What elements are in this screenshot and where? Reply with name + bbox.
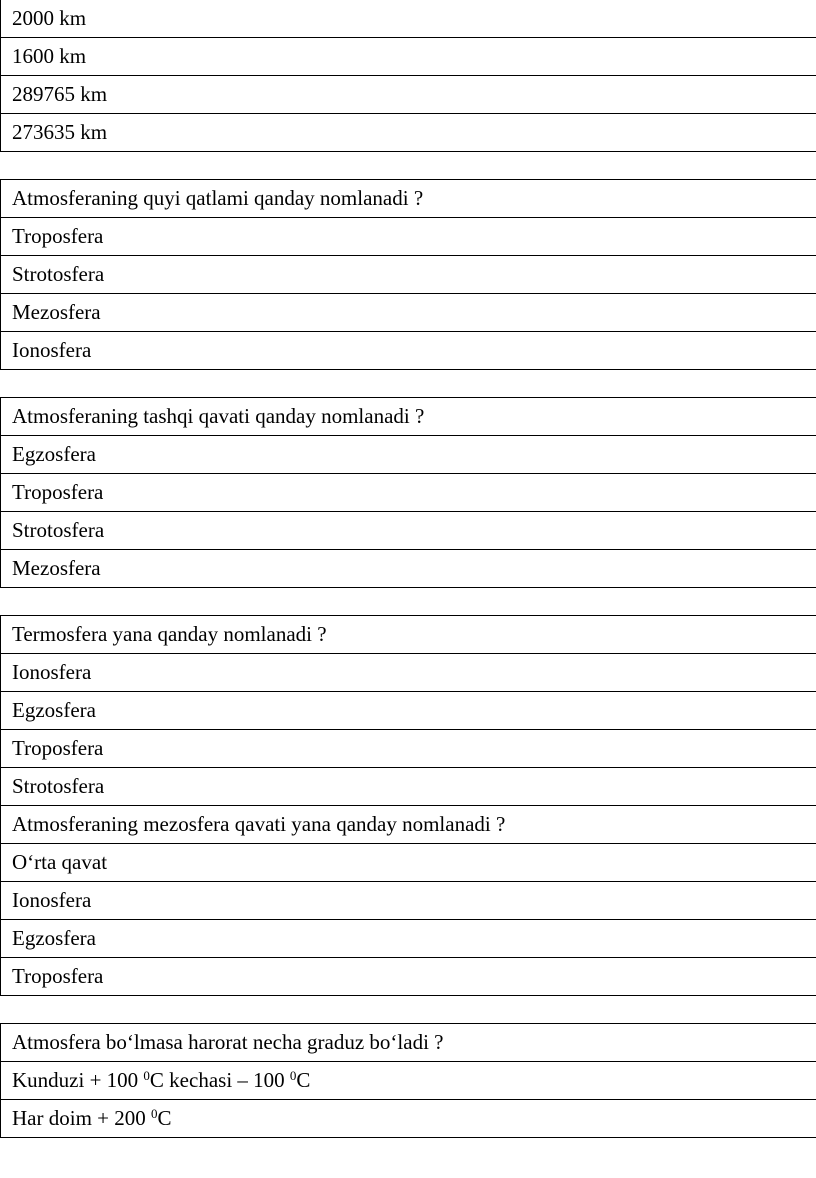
table-row bbox=[1, 512, 816, 550]
answer-cell bbox=[1, 1062, 816, 1100]
answer-cell: Troposfera bbox=[1, 730, 816, 768]
answer-text: Kunduzi + 100 bbox=[12, 1068, 144, 1092]
answer-cell: Troposfera bbox=[1, 474, 816, 512]
answer-cell: Egzosfera bbox=[1, 920, 816, 958]
answer-cell: Strotosfera bbox=[1, 256, 816, 294]
answer-text: C kechasi – 100 bbox=[149, 1068, 290, 1092]
table-row bbox=[1, 882, 816, 920]
answer-table-distance bbox=[0, 0, 816, 152]
answer-cell: Strotosfera bbox=[1, 512, 816, 550]
table-row bbox=[1, 806, 816, 844]
answer-text: C bbox=[296, 1068, 311, 1092]
answer-cell: Troposfera bbox=[1, 958, 816, 996]
answer-cell: 2000 km bbox=[1, 0, 816, 38]
table-row bbox=[1, 76, 816, 114]
question-table-thermosphere-mesosphere bbox=[0, 615, 816, 996]
table-row bbox=[1, 1024, 816, 1062]
table-row bbox=[1, 730, 816, 768]
table-row bbox=[1, 844, 816, 882]
answer-cell: 273635 km bbox=[1, 114, 816, 152]
table-row bbox=[1, 958, 816, 996]
table-row bbox=[1, 332, 816, 370]
question-table-outer-layer bbox=[0, 397, 816, 588]
spacer bbox=[0, 588, 816, 615]
table-row bbox=[1, 616, 816, 654]
table-row bbox=[1, 1100, 816, 1138]
table-row bbox=[1, 436, 816, 474]
table-row bbox=[1, 768, 816, 806]
answer-cell: Egzosfera bbox=[1, 692, 816, 730]
table-row bbox=[1, 180, 816, 218]
table-row bbox=[1, 38, 816, 76]
table-row bbox=[1, 1062, 816, 1100]
answer-cell: 289765 km bbox=[1, 76, 816, 114]
answer-cell: O‘rta qavat bbox=[1, 844, 816, 882]
answer-cell: Mezosfera bbox=[1, 550, 816, 588]
question-cell: Termosfera yana qanday nomlanadi ? bbox=[1, 616, 816, 654]
table-row bbox=[1, 692, 816, 730]
question-cell: Atmosferaning tashqi qavati qanday nomlanadi ? bbox=[1, 398, 816, 436]
table-row bbox=[1, 0, 816, 38]
table-row bbox=[1, 398, 816, 436]
table-row bbox=[1, 294, 816, 332]
spacer bbox=[0, 370, 816, 397]
answer-text: Har doim + 200 bbox=[12, 1106, 151, 1130]
answer-cell bbox=[1, 1100, 816, 1138]
answer-cell: Strotosfera bbox=[1, 768, 816, 806]
degree-superscript: 0 bbox=[289, 1068, 297, 1083]
question-cell: Atmosferaning mezosfera qavati yana qanday nomlanadi ? bbox=[1, 806, 816, 844]
table-row bbox=[1, 474, 816, 512]
table-row bbox=[1, 550, 816, 588]
table-row bbox=[1, 256, 816, 294]
spacer bbox=[0, 152, 816, 179]
spacer bbox=[0, 996, 816, 1023]
table-row bbox=[1, 114, 816, 152]
degree-superscript: 0 bbox=[143, 1068, 150, 1083]
question-table-lower-layer bbox=[0, 179, 816, 370]
question-cell: Atmosfera bo‘lmasa harorat necha graduz bo‘ladi ? bbox=[1, 1024, 816, 1062]
table-row bbox=[1, 920, 816, 958]
table-row bbox=[1, 654, 816, 692]
answer-cell: Ionosfera bbox=[1, 882, 816, 920]
question-table-temperature bbox=[0, 1023, 816, 1138]
answer-text: C bbox=[157, 1106, 172, 1130]
answer-cell: Mezosfera bbox=[1, 294, 816, 332]
answer-cell: Egzosfera bbox=[1, 436, 816, 474]
question-cell: Atmosferaning quyi qatlami qanday nomlanadi ? bbox=[1, 180, 816, 218]
answer-cell: Ionosfera bbox=[1, 654, 816, 692]
answer-cell: Ionosfera bbox=[1, 332, 816, 370]
table-row bbox=[1, 218, 816, 256]
answer-cell: Troposfera bbox=[1, 218, 816, 256]
answer-cell: 1600 km bbox=[1, 38, 816, 76]
degree-superscript: 0 bbox=[151, 1106, 158, 1121]
